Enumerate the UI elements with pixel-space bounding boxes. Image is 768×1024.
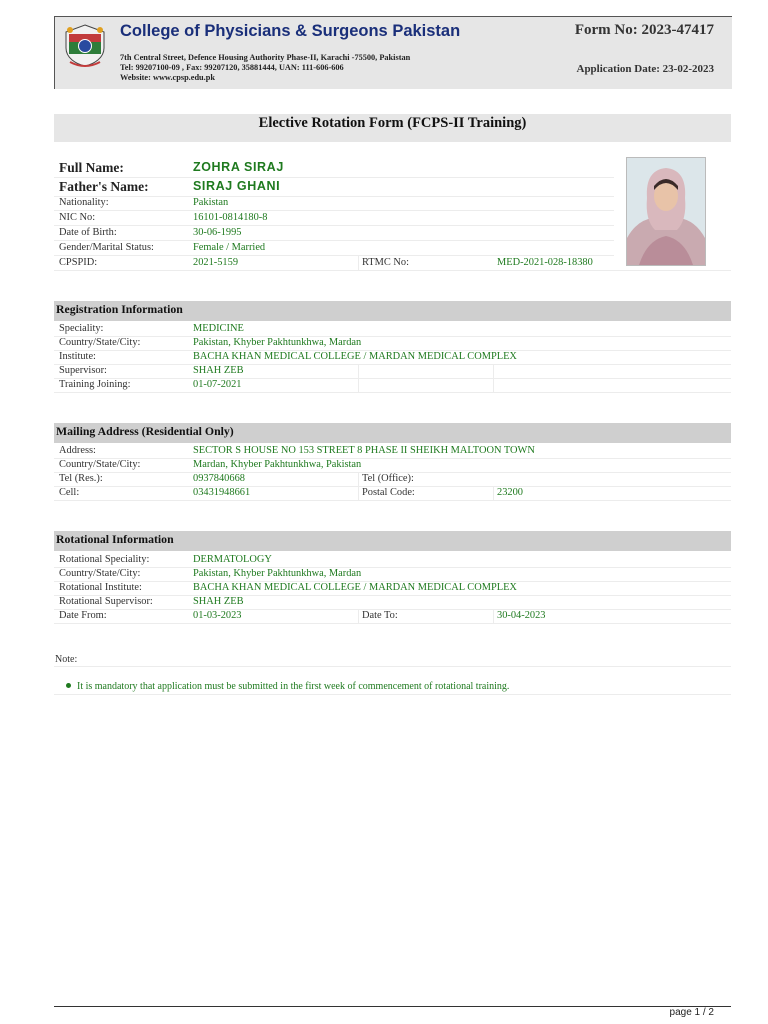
nic-row <box>54 211 614 226</box>
nationality-value: Pakistan <box>193 197 229 208</box>
tel-res-label: Tel (Res.): <box>59 473 103 484</box>
gender-label: Gender/Marital Status: <box>59 242 154 253</box>
dob-label: Date of Birth: <box>59 227 117 238</box>
cell-divider <box>493 378 494 392</box>
registration-section-header <box>54 301 731 321</box>
rot-country-row <box>54 567 731 582</box>
college-address <box>120 53 410 83</box>
rot-supervisor-value: SHAH ZEB <box>193 596 244 607</box>
reg-speciality-row <box>54 322 731 337</box>
postal-value: 23200 <box>497 487 523 498</box>
cell-divider <box>358 378 359 392</box>
cell-label: Cell: <box>59 487 80 498</box>
registration-heading: Registration Information <box>56 302 183 316</box>
form-title: Elective Rotation Form (FCPS-II Training) <box>258 115 527 131</box>
rot-country-label: Country/State/City: <box>59 568 141 579</box>
reg-country-label: Country/State/City: <box>59 337 141 348</box>
cell-divider <box>493 609 494 623</box>
rot-institute-label: Rotational Institute: <box>59 582 142 593</box>
date-from-label: Date From: <box>59 610 107 621</box>
reg-supervisor-label: Supervisor: <box>59 365 107 376</box>
reg-country-row <box>54 336 731 351</box>
cpspid-value: 2021-5159 <box>193 257 239 268</box>
rot-dates-row <box>54 609 731 624</box>
postal-label: Postal Code: <box>362 487 415 498</box>
rot-country-value: Pakistan, Khyber Pakhtunkhwa, Mardan <box>193 568 362 579</box>
mail-country-label: Country/State/City: <box>59 459 141 470</box>
reg-supervisor-value: SHAH ZEB <box>193 365 244 376</box>
rotational-section-header <box>54 531 731 551</box>
form-number: Form No: 2023-47417 <box>574 22 714 38</box>
date-to-label: Date To: <box>362 610 398 621</box>
mail-address-value: SECTOR S HOUSE NO 153 STREET 8 PHASE II SHEIKH MALTOON TOWN <box>193 445 535 456</box>
rot-institute-value: BACHA KHAN MEDICAL COLLEGE / MARDAN MEDICAL COMPLEX <box>193 582 517 593</box>
college-name: College of Physicians & Surgeons Pakistan <box>120 22 461 40</box>
rtmc-value: MED-2021-028-18380 <box>497 257 593 268</box>
note-label: Note: <box>55 654 78 665</box>
full-name-row <box>54 158 614 178</box>
mail-address-label: Address: <box>59 445 96 456</box>
rot-speciality-label: Rotational Speciality: <box>59 554 150 565</box>
father-name-row <box>54 177 614 197</box>
note-text: It is mandatory that application must be submitted in the first week of commencement of rotational training. <box>77 681 510 692</box>
mail-address-row <box>54 444 731 459</box>
full-name-label: Full Name: <box>59 160 124 175</box>
reg-supervisor-row <box>54 364 731 379</box>
address-line-1: 7th Central Street, Defence Housing Authority Phase-II, Karachi -75500, Pakistan <box>120 53 411 62</box>
rot-speciality-row <box>54 553 731 568</box>
reg-institute-row <box>54 350 731 365</box>
nic-value: 16101-0814180-8 <box>193 212 268 223</box>
dob-value: 30-06-1995 <box>193 227 242 238</box>
cell-divider <box>493 486 494 500</box>
cell-divider <box>358 256 359 270</box>
reg-country-value: Pakistan, Khyber Pakhtunkhwa, Mardan <box>193 337 362 348</box>
rot-supervisor-row <box>54 595 731 610</box>
mail-tel-row <box>54 472 731 487</box>
tel-office-label: Tel (Office): <box>362 473 414 484</box>
nationality-row <box>54 196 614 211</box>
cpspid-label: CPSPID: <box>59 257 98 268</box>
bullet-icon <box>66 683 71 688</box>
reg-joining-label: Training Joining: <box>59 379 131 390</box>
rot-institute-row <box>54 581 731 596</box>
rot-speciality-value: DERMATOLOGY <box>193 554 272 565</box>
tel-res-value: 0937840668 <box>193 473 245 484</box>
date-to-value: 30-04-2023 <box>497 610 546 621</box>
form-header <box>54 16 732 89</box>
page-number: page 1 / 2 <box>669 1007 714 1018</box>
reg-institute-label: Institute: <box>59 351 96 362</box>
mail-country-row <box>54 458 731 473</box>
cell-divider <box>358 486 359 500</box>
rot-supervisor-label: Rotational Supervisor: <box>59 596 153 607</box>
address-line-2: Tel: 99207100-09 , Fax: 99207120, 35881444, UAN: 111-606-606 <box>120 63 344 72</box>
mail-country-value: Mardan, Khyber Pakhtunkhwa, Pakistan <box>193 459 362 470</box>
mailing-section-header <box>54 423 731 443</box>
mail-cell-row <box>54 486 731 501</box>
cpsp-seal-logo <box>60 22 110 68</box>
dob-row <box>54 226 614 241</box>
mailing-heading: Mailing Address (Residential Only) <box>56 424 234 438</box>
cell-divider <box>358 472 359 486</box>
rtmc-label: RTMC No: <box>362 257 410 268</box>
reg-institute-value: BACHA KHAN MEDICAL COLLEGE / MARDAN MEDICAL COMPLEX <box>193 351 517 362</box>
form-title-bar <box>54 114 731 142</box>
rotational-heading: Rotational Information <box>56 532 174 546</box>
gender-value: Female / Married <box>193 242 266 253</box>
cell-value: 03431948661 <box>193 487 251 498</box>
nic-label: NIC No: <box>59 212 96 223</box>
father-name-value: SIRAJ GHANI <box>193 179 281 193</box>
reg-joining-value: 01-07-2021 <box>193 379 242 390</box>
gender-row <box>54 241 614 256</box>
reg-speciality-label: Speciality: <box>59 323 104 334</box>
applicant-photo <box>626 157 706 266</box>
nationality-label: Nationality: <box>59 197 109 208</box>
date-from-value: 01-03-2023 <box>193 610 242 621</box>
reg-speciality-value: MEDICINE <box>193 323 244 334</box>
footer-divider <box>54 1006 731 1007</box>
reg-joining-row <box>54 378 731 393</box>
cell-divider <box>358 609 359 623</box>
cell-divider <box>493 364 494 378</box>
cell-divider <box>358 364 359 378</box>
full-name-value: ZOHRA SIRAJ <box>193 160 284 174</box>
application-date: Application Date: 23-02-2023 <box>576 63 714 75</box>
father-name-label: Father's Name: <box>59 179 149 194</box>
address-line-3: Website: www.cpsp.edu.pk <box>120 73 215 82</box>
